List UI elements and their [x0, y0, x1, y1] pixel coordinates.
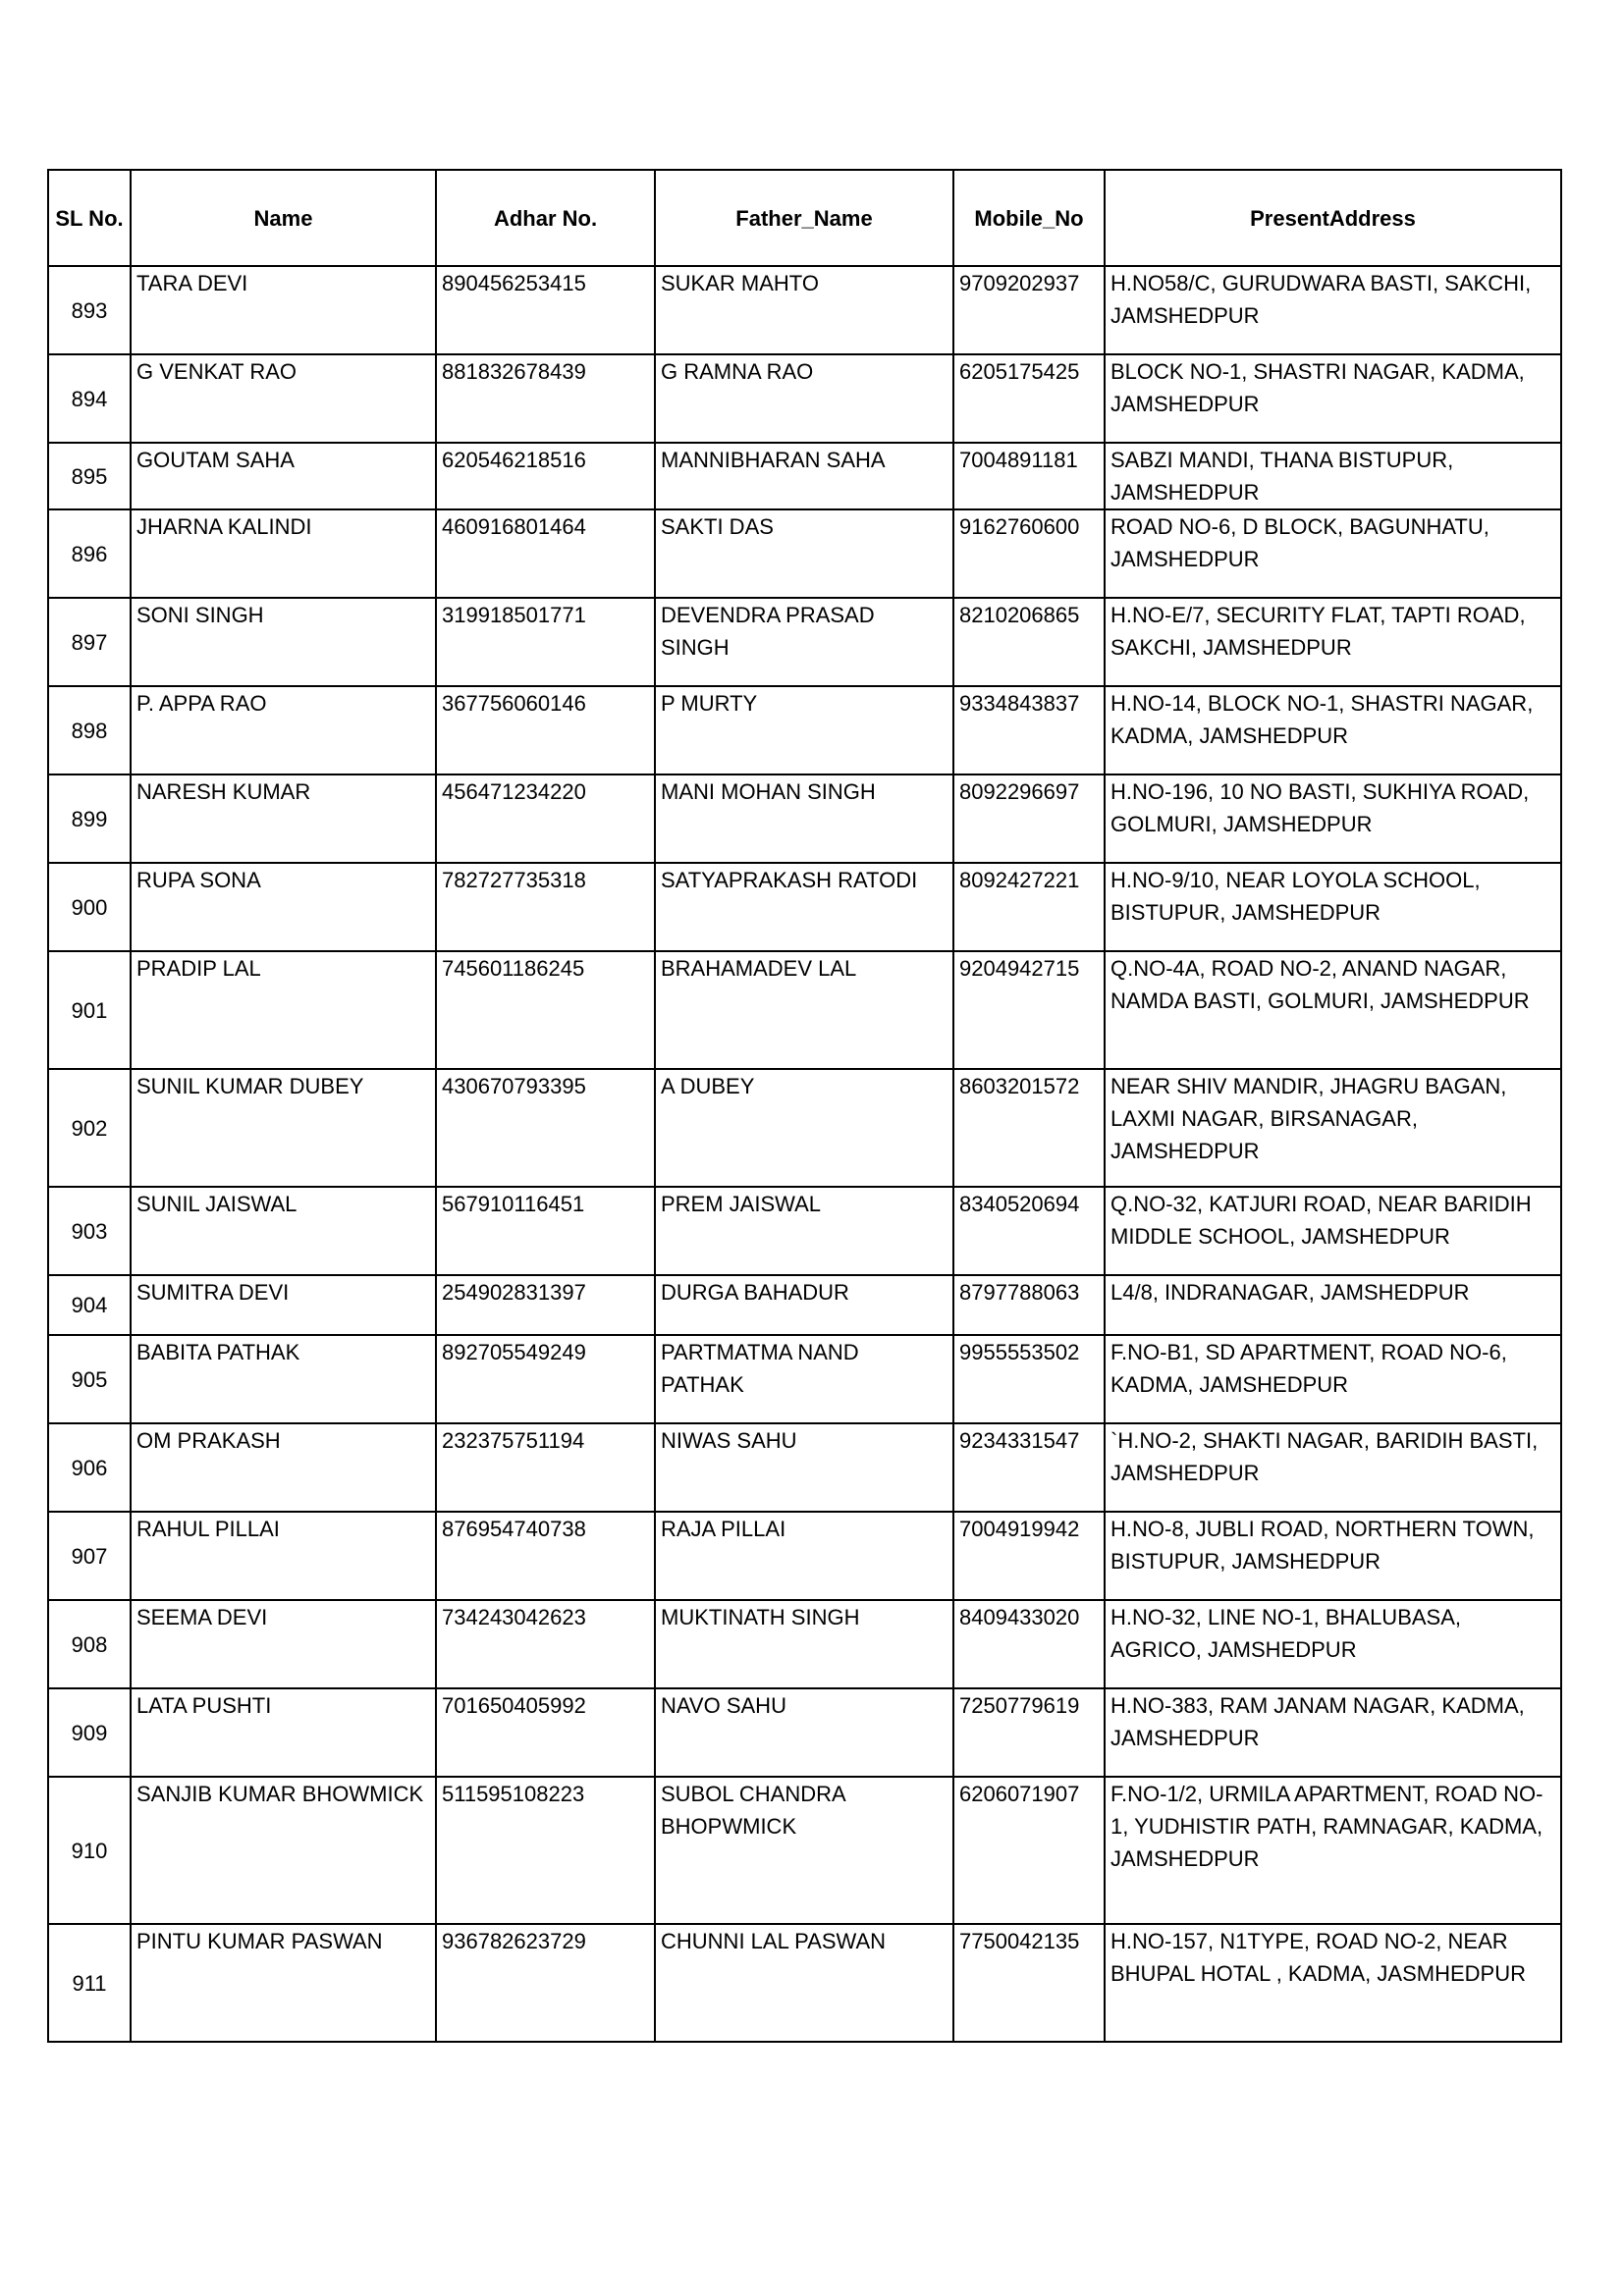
sl-no-cell: 908: [48, 1600, 131, 1688]
name-cell: SANJIB KUMAR BHOWMICK: [131, 1777, 436, 1924]
mobile-cell: 8092296697: [953, 774, 1105, 863]
name-cell: GOUTAM SAHA: [131, 443, 436, 509]
sl-no-cell: 896: [48, 509, 131, 598]
sl-no-cell: 898: [48, 686, 131, 774]
sl-no-cell: 895: [48, 443, 131, 509]
adhar-cell: 456471234220: [436, 774, 655, 863]
name-cell: SEEMA DEVI: [131, 1600, 436, 1688]
table-row: [48, 1600, 1561, 1688]
adhar-cell: 936782623729: [436, 1924, 655, 2042]
adhar-cell: 460916801464: [436, 509, 655, 598]
table-row: [48, 774, 1561, 863]
table-row: [48, 1924, 1561, 2042]
adhar-cell: 876954740738: [436, 1512, 655, 1600]
name-cell: BABITA PATHAK: [131, 1335, 436, 1423]
table-row: [48, 509, 1561, 598]
father-name-cell: MANNIBHARAN SAHA: [655, 443, 953, 509]
mobile-cell: 6205175425: [953, 354, 1105, 443]
table-row: [48, 1688, 1561, 1777]
father-name-cell: DEVENDRA PRASAD SINGH: [655, 598, 953, 686]
adhar-cell: 892705549249: [436, 1335, 655, 1423]
address-cell: H.NO-196, 10 NO BASTI, SUKHIYA ROAD, GOLMURI, JAMSHEDPUR: [1105, 774, 1561, 863]
table-row: [48, 1335, 1561, 1423]
adhar-cell: 881832678439: [436, 354, 655, 443]
header-mobile-no: Mobile_No: [953, 170, 1105, 266]
father-name-cell: SUKAR MAHTO: [655, 266, 953, 354]
mobile-cell: 7250779619: [953, 1688, 1105, 1777]
name-cell: OM PRAKASH: [131, 1423, 436, 1512]
name-cell: NARESH KUMAR: [131, 774, 436, 863]
records-table: [47, 169, 1562, 2043]
table-row: [48, 1275, 1561, 1335]
name-cell: PRADIP LAL: [131, 951, 436, 1069]
mobile-cell: 8409433020: [953, 1600, 1105, 1688]
mobile-cell: 7004891181: [953, 443, 1105, 509]
address-cell: NEAR SHIV MANDIR, JHAGRU BAGAN, LAXMI NAGAR, BIRSANAGAR, JAMSHEDPUR: [1105, 1069, 1561, 1187]
adhar-cell: 319918501771: [436, 598, 655, 686]
adhar-cell: 232375751194: [436, 1423, 655, 1512]
name-cell: SUNIL JAISWAL: [131, 1187, 436, 1275]
address-cell: H.NO-32, LINE NO-1, BHALUBASA, AGRICO, JAMSHEDPUR: [1105, 1600, 1561, 1688]
address-cell: H.NO-9/10, NEAR LOYOLA SCHOOL, BISTUPUR, JAMSHEDPUR: [1105, 863, 1561, 951]
adhar-cell: 367756060146: [436, 686, 655, 774]
mobile-cell: 8797788063: [953, 1275, 1105, 1335]
father-name-cell: SATYAPRAKASH RATODI: [655, 863, 953, 951]
address-cell: H.NO-14, BLOCK NO-1, SHASTRI NAGAR, KADMA, JAMSHEDPUR: [1105, 686, 1561, 774]
mobile-cell: 8210206865: [953, 598, 1105, 686]
name-cell: SUMITRA DEVI: [131, 1275, 436, 1335]
adhar-cell: 254902831397: [436, 1275, 655, 1335]
table-row: [48, 1187, 1561, 1275]
adhar-cell: 745601186245: [436, 951, 655, 1069]
address-cell: Q.NO-32, KATJURI ROAD, NEAR BARIDIH MIDDLE SCHOOL, JAMSHEDPUR: [1105, 1187, 1561, 1275]
father-name-cell: P MURTY: [655, 686, 953, 774]
header-present-address: PresentAddress: [1105, 170, 1561, 266]
mobile-cell: 9162760600: [953, 509, 1105, 598]
sl-no-cell: 897: [48, 598, 131, 686]
address-cell: `H.NO-2, SHAKTI NAGAR, BARIDIH BASTI, JAMSHEDPUR: [1105, 1423, 1561, 1512]
sl-no-cell: 904: [48, 1275, 131, 1335]
header-sl-no: SL No.: [48, 170, 131, 266]
mobile-cell: 8092427221: [953, 863, 1105, 951]
adhar-cell: 620546218516: [436, 443, 655, 509]
mobile-cell: 7750042135: [953, 1924, 1105, 2042]
table-header: [48, 170, 1561, 266]
father-name-cell: A DUBEY: [655, 1069, 953, 1187]
sl-no-cell: 893: [48, 266, 131, 354]
adhar-cell: 782727735318: [436, 863, 655, 951]
mobile-cell: 7004919942: [953, 1512, 1105, 1600]
name-cell: JHARNA KALINDI: [131, 509, 436, 598]
mobile-cell: 8340520694: [953, 1187, 1105, 1275]
table-row: [48, 598, 1561, 686]
adhar-cell: 430670793395: [436, 1069, 655, 1187]
father-name-cell: CHUNNI LAL PASWAN: [655, 1924, 953, 2042]
father-name-cell: G RAMNA RAO: [655, 354, 953, 443]
sl-no-cell: 900: [48, 863, 131, 951]
address-cell: H.NO58/C, GURUDWARA BASTI, SAKCHI, JAMSHEDPUR: [1105, 266, 1561, 354]
table-row: [48, 266, 1561, 354]
sl-no-cell: 909: [48, 1688, 131, 1777]
address-cell: SABZI MANDI, THANA BISTUPUR, JAMSHEDPUR: [1105, 443, 1561, 509]
sl-no-cell: 905: [48, 1335, 131, 1423]
adhar-cell: 701650405992: [436, 1688, 655, 1777]
mobile-cell: 9709202937: [953, 266, 1105, 354]
table-row: [48, 1777, 1561, 1924]
table-row: [48, 1069, 1561, 1187]
header-father-name: Father_Name: [655, 170, 953, 266]
mobile-cell: 6206071907: [953, 1777, 1105, 1924]
adhar-cell: 890456253415: [436, 266, 655, 354]
address-cell: Q.NO-4A, ROAD NO-2, ANAND NAGAR, NAMDA BASTI, GOLMURI, JAMSHEDPUR: [1105, 951, 1561, 1069]
sl-no-cell: 907: [48, 1512, 131, 1600]
sl-no-cell: 894: [48, 354, 131, 443]
address-cell: L4/8, INDRANAGAR, JAMSHEDPUR: [1105, 1275, 1561, 1335]
father-name-cell: SAKTI DAS: [655, 509, 953, 598]
name-cell: RAHUL PILLAI: [131, 1512, 436, 1600]
name-cell: TARA DEVI: [131, 266, 436, 354]
address-cell: F.NO-B1, SD APARTMENT, ROAD NO-6, KADMA, JAMSHEDPUR: [1105, 1335, 1561, 1423]
father-name-cell: PARTMATMA NAND PATHAK: [655, 1335, 953, 1423]
table-body: [48, 266, 1561, 2042]
sl-no-cell: 910: [48, 1777, 131, 1924]
adhar-cell: 734243042623: [436, 1600, 655, 1688]
father-name-cell: MUKTINATH SINGH: [655, 1600, 953, 1688]
table-row: [48, 354, 1561, 443]
name-cell: SUNIL KUMAR DUBEY: [131, 1069, 436, 1187]
header-name: Name: [131, 170, 436, 266]
mobile-cell: 9204942715: [953, 951, 1105, 1069]
table-row: [48, 443, 1561, 509]
mobile-cell: 9334843837: [953, 686, 1105, 774]
records-sheet: [47, 169, 1562, 2043]
sl-no-cell: 902: [48, 1069, 131, 1187]
father-name-cell: NAVO SAHU: [655, 1688, 953, 1777]
adhar-cell: 567910116451: [436, 1187, 655, 1275]
table-row: [48, 1512, 1561, 1600]
table-row: [48, 686, 1561, 774]
table-row: [48, 951, 1561, 1069]
father-name-cell: PREM JAISWAL: [655, 1187, 953, 1275]
adhar-cell: 511595108223: [436, 1777, 655, 1924]
father-name-cell: NIWAS SAHU: [655, 1423, 953, 1512]
sl-no-cell: 899: [48, 774, 131, 863]
mobile-cell: 8603201572: [953, 1069, 1105, 1187]
address-cell: BLOCK NO-1, SHASTRI NAGAR, KADMA, JAMSHEDPUR: [1105, 354, 1561, 443]
table-row: [48, 863, 1561, 951]
mobile-cell: 9955553502: [953, 1335, 1105, 1423]
name-cell: SONI SINGH: [131, 598, 436, 686]
father-name-cell: BRAHAMADEV LAL: [655, 951, 953, 1069]
header-adhar-no: Adhar No.: [436, 170, 655, 266]
father-name-cell: SUBOL CHANDRA BHOPWMICK: [655, 1777, 953, 1924]
name-cell: RUPA SONA: [131, 863, 436, 951]
name-cell: P. APPA RAO: [131, 686, 436, 774]
header-row: [48, 170, 1561, 266]
address-cell: H.NO-157, N1TYPE, ROAD NO-2, NEAR BHUPAL HOTAL , KADMA, JASMHEDPUR: [1105, 1924, 1561, 2042]
father-name-cell: DURGA BAHADUR: [655, 1275, 953, 1335]
father-name-cell: MANI MOHAN SINGH: [655, 774, 953, 863]
mobile-cell: 9234331547: [953, 1423, 1105, 1512]
address-cell: H.NO-E/7, SECURITY FLAT, TAPTI ROAD, SAKCHI, JAMSHEDPUR: [1105, 598, 1561, 686]
name-cell: LATA PUSHTI: [131, 1688, 436, 1777]
sl-no-cell: 911: [48, 1924, 131, 2042]
address-cell: H.NO-8, JUBLI ROAD, NORTHERN TOWN, BISTUPUR, JAMSHEDPUR: [1105, 1512, 1561, 1600]
table-row: [48, 1423, 1561, 1512]
name-cell: G VENKAT RAO: [131, 354, 436, 443]
address-cell: ROAD NO-6, D BLOCK, BAGUNHATU, JAMSHEDPUR: [1105, 509, 1561, 598]
sl-no-cell: 901: [48, 951, 131, 1069]
sl-no-cell: 903: [48, 1187, 131, 1275]
address-cell: F.NO-1/2, URMILA APARTMENT, ROAD NO-1, YUDHISTIR PATH, RAMNAGAR, KADMA, JAMSHEDPUR: [1105, 1777, 1561, 1924]
name-cell: PINTU KUMAR PASWAN: [131, 1924, 436, 2042]
address-cell: H.NO-383, RAM JANAM NAGAR, KADMA, JAMSHEDPUR: [1105, 1688, 1561, 1777]
sl-no-cell: 906: [48, 1423, 131, 1512]
father-name-cell: RAJA PILLAI: [655, 1512, 953, 1600]
